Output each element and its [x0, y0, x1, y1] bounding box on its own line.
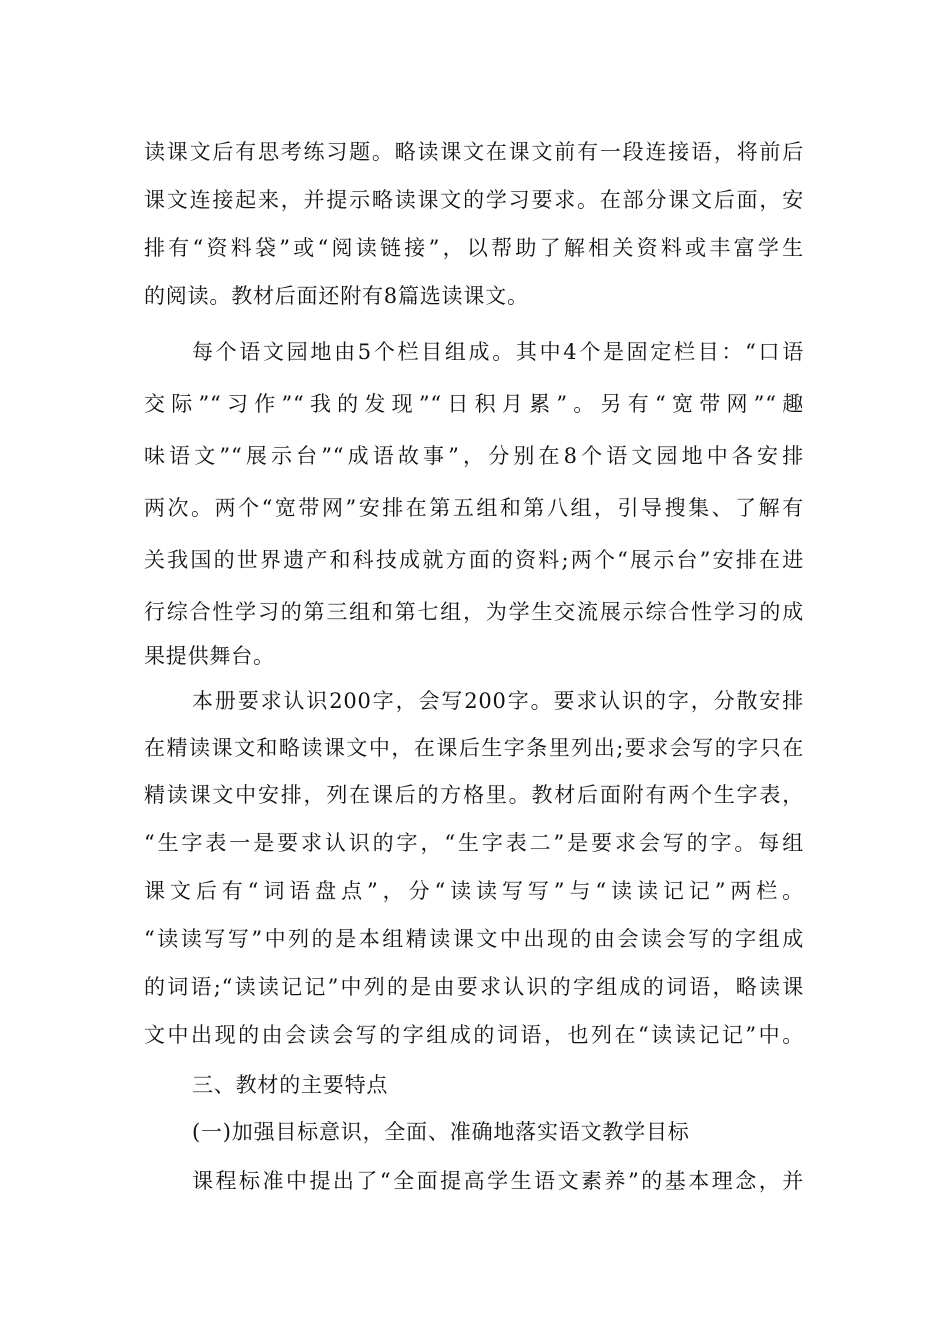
text-line: 文中出现的由会读会写的字组成的词语，也列在“读读记记”中。	[144, 1023, 804, 1047]
text-line: 在精读课文和略读课文中，在课后生字条里列出;要求会写的字只在	[144, 736, 804, 760]
text-line: 本册要求认识200字，会写200字。要求认识的字，分散安排	[192, 689, 804, 713]
section-heading: 三、教材的主要特点	[192, 1073, 389, 1097]
text-line: 交际”“习作”“我的发现”“日积月累”。另有“宽带网”“趣	[144, 392, 804, 416]
text-line: 每个语文园地由5个栏目组成。其中4个是固定栏目：“口语	[192, 340, 804, 364]
subsection-heading: (一)加强目标意识，全面、准确地落实语文教学目标	[192, 1120, 690, 1144]
text-line: 课文后有“词语盘点”，分“读读写写”与“读读记记”两栏。	[144, 879, 804, 903]
text-line: 精读课文中安排，列在课后的方格里。教材后面附有两个生字表，	[144, 783, 804, 807]
text-line: 的词语;“读读记记”中列的是由要求认识的字组成的词语，略读课	[144, 975, 804, 999]
text-line: 排有“资料袋”或“阅读链接”，以帮助了解相关资料或丰富学生	[144, 236, 804, 260]
text-line: 两次。两个“宽带网”安排在第五组和第八组，引导搜集、了解有	[144, 496, 804, 520]
text-line: 课程标准中提出了“全面提高学生语文素养”的基本理念，并	[192, 1169, 804, 1193]
text-line: 的阅读。教材后面还附有8篇选读课文。	[144, 284, 529, 308]
text-line: 关我国的世界遗产和科技成就方面的资料;两个“展示台”安排在进	[144, 548, 804, 572]
text-line: 课文连接起来，并提示略读课文的学习要求。在部分课文后面，安	[144, 188, 804, 212]
text-line: 果提供舞台。	[144, 644, 275, 668]
text-line: 读课文后有思考练习题。略读课文在课文前有一段连接语，将前后	[144, 140, 804, 164]
text-line: “读读写写”中列的是本组精读课文中出现的由会读会写的字组成	[144, 927, 804, 951]
text-line: “生字表一是要求认识的字，“生字表二”是要求会写的字。每组	[144, 831, 804, 855]
text-line: 味语文”“展示台”“成语故事”，分别在8个语文园地中各安排	[144, 444, 804, 468]
text-line: 行综合性学习的第三组和第七组，为学生交流展示综合性学习的成	[144, 600, 804, 624]
